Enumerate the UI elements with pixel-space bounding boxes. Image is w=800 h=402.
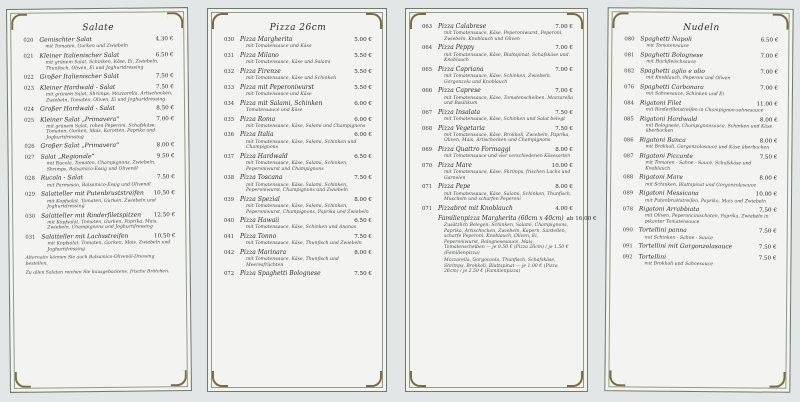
item-price: 8.00 €	[354, 196, 372, 203]
menu-item	[624, 35, 778, 50]
item-number: 032	[224, 68, 235, 75]
item-number: 025	[24, 117, 35, 124]
item-number: 030	[224, 37, 235, 43]
item-price: 8.00 €	[759, 175, 778, 182]
menu-item	[224, 131, 372, 150]
item-description: mit Putenbruststreifen, Paprika, Mais und Zwiebeln	[644, 198, 767, 205]
menu-item	[422, 44, 573, 63]
item-name: Rigatoni Hardwald	[639, 115, 698, 123]
item-price: 7.50 €	[155, 83, 174, 91]
menu-item-line	[224, 100, 372, 108]
item-number: 078	[622, 206, 634, 213]
item-number: 036	[224, 132, 235, 139]
menu-item	[224, 116, 372, 130]
item-description: mit Tomatensauce und vier verschiedenen Käsesorten	[444, 154, 571, 160]
item-name: Kleiner Italienischer Salat	[39, 51, 120, 60]
item-number: 089	[623, 190, 634, 197]
menu-item-line	[422, 162, 573, 170]
item-name: Rigatoni Banca	[639, 136, 686, 144]
item-price: 7.00 €	[555, 66, 573, 73]
menu-item	[224, 217, 372, 231]
menu-panel-nudeln	[604, 7, 793, 393]
menu-item-list	[422, 23, 597, 275]
item-number: 090	[622, 227, 633, 234]
item-number: 028	[24, 175, 35, 183]
item-name: Pizza Marinara	[240, 248, 287, 256]
menu-item	[224, 249, 372, 268]
item-price: 6.50 €	[760, 37, 779, 44]
item-price: 8.00 €	[156, 142, 175, 149]
menu-item	[25, 173, 175, 188]
item-description: mit Tomatensauce, Käse, Schinken und Salat belegt	[444, 117, 566, 123]
item-description: mit Tomatensauce, Käse, Schinken, Zwiebeln, Gorgonzola und Knoblauch	[444, 74, 552, 85]
item-name: Rigatoni Messicana	[639, 189, 699, 198]
item-name: Pizza Calabrese	[438, 23, 487, 30]
item-price: 7.00 €	[760, 69, 779, 76]
item-name: Großer Salat „Primavera“	[40, 142, 120, 151]
item-name: Pizza Roma	[240, 115, 276, 123]
panel-footnote: Zu allen Salaten reichen Sie hausgebackene, frische Brötchen.	[25, 268, 170, 276]
menu-item	[23, 35, 173, 50]
menu-item	[224, 196, 372, 215]
item-number: 040	[224, 218, 235, 225]
item-number: 081	[624, 52, 635, 59]
item-number: 031	[25, 234, 36, 241]
item-number: 063	[422, 24, 433, 30]
item-description: mit Oliven, Peperoncinischoten, Paprika, Zwiebeln in pikanter Tomatensauce	[644, 213, 769, 225]
item-price: 5.50 €	[354, 68, 372, 75]
item-name: Spaghetti Napoli	[640, 35, 692, 43]
item-number: 076	[623, 84, 635, 91]
item-price: 6.50 €	[155, 52, 174, 59]
item-price: 7.50 €	[155, 73, 174, 80]
item-description: mit grünem Salat, Shrimps, Mozzarella, Artischocken, Zwiebeln, Tomaten, Oliven, Ei und Joghurtdressing	[45, 91, 173, 104]
menu-item	[24, 83, 174, 104]
panel-title: Pizza 26cm	[269, 23, 327, 33]
menu-item-line	[224, 84, 372, 92]
item-name: Rigatoni Piccante	[639, 152, 694, 160]
item-description: mit Rucola, Tomaten, Champignons, Zwiebeln, Shrimps, Balsamico-Essig und Olivenöl	[46, 160, 156, 173]
item-name: Pizza Spaghetti Bolognese	[240, 270, 321, 278]
item-description: Mozzarella, Gorgonzola, Thunfisch, Schafskäse, Shrimps, Brokkoli, Blattspinat — je 1.00 € (Pizza 26cm) / je 2.50 € (Familienpizza)	[444, 258, 558, 275]
item-price: 8.00 €	[555, 184, 573, 191]
ornament-corner	[15, 372, 31, 388]
item-description: mit Tomatensauce, Käse und Salami	[246, 60, 331, 66]
menu-item	[25, 152, 175, 173]
menu-item-line	[224, 131, 372, 139]
item-description: mit Kopfsalat, Tomaten, Gurken, Paprika, Mais, Zwiebeln, Champignons und Joghurtdressing	[47, 219, 158, 232]
item-name: Pizza Mare	[438, 161, 472, 169]
item-description: mit Tomatensauce, Käse, Schinken und Ananas	[246, 225, 357, 231]
menu-item-line	[422, 66, 573, 74]
item-number: 082	[624, 68, 635, 75]
item-number: 023	[23, 85, 34, 92]
menu-item-line	[422, 44, 573, 52]
item-name: Salatteller mit Putenbruststreifen	[40, 189, 144, 198]
item-price: 6.00 €	[354, 100, 372, 107]
item-number: 084	[623, 99, 634, 107]
item-price: 6.50 €	[354, 153, 372, 160]
item-name: Pizza mit Salami, Schinken	[240, 99, 323, 107]
item-description: mit Schinken - Sahne - Sauce	[644, 235, 713, 241]
item-price: 10.50 €	[153, 233, 176, 240]
item-price: 7.00 €	[555, 24, 573, 30]
item-number: 069	[422, 146, 433, 153]
menu-item	[224, 84, 372, 98]
menu-item	[624, 51, 778, 66]
item-number: 071	[422, 184, 433, 191]
item-name: Kleiner Salat „Primavera“	[40, 115, 120, 124]
item-description: mit Sahnesauce, Schinken und Ei	[645, 91, 725, 98]
menu-item-line	[422, 125, 573, 133]
menu-item	[224, 52, 372, 66]
item-description: mit Kopfsalat, Tomaten, Gurken, Zwiebeln und Joghurtdressing	[46, 197, 156, 210]
menu-item	[24, 115, 174, 141]
menu-panel-pizza-continued	[405, 8, 597, 392]
item-description: mit Brokkoli und Sahnesauce	[644, 261, 713, 268]
item-number: 080	[624, 36, 635, 43]
ornament-corner	[212, 371, 228, 387]
ornament-corner	[171, 370, 187, 386]
menu-item-line	[224, 116, 372, 124]
item-description: mit Tomatensauce, Käse, Shrimps, frischen Lachs und Garnelen	[444, 170, 571, 181]
item-number: 065	[422, 66, 433, 73]
item-price: 7.00 €	[555, 88, 573, 95]
item-name: Spaghetti Bolognese	[640, 51, 704, 59]
item-description: mit Tomatensauce, Käse, Salami, Schinken, Thunfisch, Muscheln und scharfen Peperoni	[444, 191, 572, 203]
item-description: Zusätzlich Belegen: Schinken, Salami, Champignons, Paprika, Artischocken, Zwiebeln, Kapern, Sardellen, scharfe Peperoni, Knoblauch, Oliven, Ei, Peperoniwurst, Bolognesesauce, Mais, Tomatenscheiben — je 0.50 € (Pizza 26cm) / je 1.50 € (Familienpizza)	[444, 223, 569, 256]
item-number: 070	[422, 162, 433, 169]
item-name: Pizza Firenze	[240, 67, 281, 75]
ornament-corner	[410, 371, 426, 387]
menu-item	[422, 66, 573, 85]
item-number: 034	[224, 100, 235, 107]
ornament-corner	[609, 370, 625, 386]
item-name: Pizza Margherita	[240, 36, 293, 43]
item-description: mit grünem Salat, rohen Peperoni, Schafskäse, Tomaten, Gurken, Mais, Karotten, Paprika und Joghurtdressing	[46, 123, 157, 141]
menu-item-line	[224, 153, 372, 161]
item-number: 091	[622, 243, 633, 250]
item-name: Pizza Quattro Formaggi	[438, 145, 511, 153]
menu-item	[224, 174, 372, 193]
item-name: Tortellini panna	[638, 226, 687, 235]
menu-item-line	[24, 104, 174, 114]
item-name: Pizza Toscana	[240, 174, 283, 182]
item-name: Rigatoni Arrabbiata	[638, 205, 700, 214]
item-name: Familienpizza Margherita (60cm x 40cm)	[438, 215, 564, 223]
item-price: ab 16.00 €	[566, 216, 597, 223]
menu-item	[622, 253, 776, 268]
menu-item	[623, 243, 777, 253]
item-name: Pizza mit Peperoniwurst	[240, 83, 315, 91]
item-description: Tomatensauce und Käse	[246, 108, 303, 114]
menu-item-line	[422, 205, 573, 213]
item-name: Pizzabrot mit Knoblauch	[438, 204, 513, 212]
menu-item	[25, 189, 175, 210]
menu-item	[24, 73, 174, 83]
menu-item	[422, 109, 573, 123]
menu-item	[24, 142, 174, 152]
item-name: Salatteller mit Lachsstreifen	[41, 232, 129, 241]
item-name: Salatteller mit Rinderfiletspitzen	[41, 211, 142, 220]
item-price: 7.50 €	[758, 244, 777, 252]
item-price: 5.50 €	[354, 84, 372, 91]
ornament-corner	[769, 372, 785, 388]
item-description: mit Tomatensauce, Käse, Peperoniwurst, Peperoni, Zwiebeln, Knoblauch und Oliven	[444, 31, 563, 42]
menu-item	[422, 162, 573, 181]
item-number: 071	[422, 205, 433, 212]
item-description: mit Tomatensauce, Käse, Blattspinat, Schafskäse und Knoblauch	[444, 52, 569, 64]
menu-item	[422, 146, 573, 160]
item-description: mit Tomatensauce, Käse, Thunfisch und Meeresfrüchten	[246, 257, 339, 268]
item-price: 8.00 €	[759, 117, 778, 124]
item-description: mit grünem Salat, Schinken, Käse, Ei, Zwiebeln, Thunfisch, Oliven, Ei und Joghurtdressing	[45, 59, 159, 72]
menu-item	[25, 211, 175, 232]
item-number: 064	[422, 45, 433, 52]
item-name: Pizza Tonno	[240, 232, 277, 240]
item-price: 7.50 €	[156, 174, 175, 181]
menu-item-list	[224, 36, 372, 279]
menu-item-line	[224, 270, 372, 278]
item-description: mit Schinken, Blattspinat und Gorgonzolasauce	[645, 182, 757, 189]
item-name: Großer Hardwald - Salat	[40, 104, 116, 113]
item-description: mit Parmesan, Balsamico-Essig und Olivenöl	[46, 182, 151, 189]
item-number: 092	[622, 254, 633, 261]
menu-item	[24, 104, 174, 114]
item-name: Gemischter Salat	[39, 36, 92, 44]
item-price: 8.00 €	[759, 138, 778, 145]
item-name: Rigatoni Filet	[639, 99, 682, 107]
menu-item	[422, 205, 573, 213]
item-number: 026	[24, 144, 35, 151]
menu-item	[422, 183, 573, 202]
menu-item	[624, 83, 778, 98]
item-number: 030	[25, 213, 36, 220]
item-description: mit Tomatensauce und Käse	[246, 92, 312, 98]
menu-item	[224, 270, 372, 278]
item-number: 072	[224, 271, 235, 278]
item-price: 7.00 €	[760, 85, 779, 92]
item-name: Pizza Pepe	[438, 183, 471, 191]
menu-item	[623, 189, 777, 204]
item-price: 7.00 €	[555, 45, 573, 52]
item-price: 5.00 €	[354, 37, 372, 43]
item-number: 042	[224, 249, 235, 256]
item-name: Pizza Insalata	[438, 108, 481, 116]
menu-panel-salate	[6, 7, 192, 393]
item-price: 12.50 €	[153, 211, 176, 218]
item-description: mit Tomatensauce, Käse, Salami, Schinken, Peperoniwurst, Champignons und Zwiebeln	[246, 182, 348, 194]
item-description: mit Tomatensauce, Käse, Salami, Schinken und Champignons	[246, 139, 357, 151]
menu-item	[422, 215, 597, 256]
item-name: Pizza Italia	[240, 131, 274, 139]
menu-item-line	[422, 87, 573, 95]
menu-item	[623, 152, 777, 173]
item-name: Pizza Vegetaria	[438, 124, 485, 132]
menu-item	[422, 87, 573, 106]
item-number: 066	[422, 88, 433, 95]
menu-item	[624, 67, 778, 82]
item-number: 024	[24, 106, 35, 113]
ornament-corner	[366, 371, 382, 387]
item-price: 6.00 €	[354, 132, 372, 139]
item-name: Salat „Regionale“	[40, 152, 95, 161]
item-name: Großer Italienischer Salat	[39, 73, 120, 81]
item-price: 7.50 €	[354, 175, 372, 182]
menu-item	[422, 258, 573, 275]
item-description: mit Bolognese, Champignonsauce, Schinken und Käse überbacken	[645, 123, 773, 135]
item-price: 6.50 €	[354, 218, 372, 225]
item-number: 067	[422, 109, 433, 116]
item-price: 7.50 €	[759, 154, 778, 161]
item-price: 7.50 €	[354, 271, 372, 278]
menu-item	[422, 23, 573, 42]
menu-item	[224, 36, 372, 50]
menu-item	[623, 174, 777, 189]
menu-item	[624, 99, 778, 114]
item-name: Rigatoni Mare	[639, 173, 683, 182]
menu-item	[224, 68, 372, 82]
item-price: 7.00 €	[760, 53, 779, 60]
item-name: Pizza Peppy	[438, 44, 475, 52]
item-name: Tortellini mit Gorgonzolasauce	[638, 242, 733, 251]
item-number: 037	[224, 153, 235, 160]
menu-item-line	[224, 174, 372, 182]
item-price: 7.50 €	[758, 228, 777, 236]
menu-item	[224, 153, 372, 172]
item-description: mit Kopfsalat, Tomaten, Gurken, Mais, Zwiebeln und Joghurtdressing	[47, 240, 171, 253]
item-price: 7.50 €	[555, 125, 573, 132]
item-name: Pizza Hawaii	[240, 217, 280, 225]
item-name: Pizza Hardwald	[240, 152, 288, 160]
item-name: Pizza Spezial	[240, 195, 280, 203]
item-number: 029	[24, 191, 36, 198]
item-description: mit Tomaten - Sahne - Sauce, Schafskäse und Knoblauch	[645, 160, 752, 172]
item-price: 10.00 €	[755, 191, 778, 198]
item-price: 6.00 €	[354, 116, 372, 123]
item-name: Rucola - Salat	[40, 174, 84, 182]
item-description: mit Knoblauch, Peperoni und Oliven	[646, 75, 731, 82]
item-price: 9.50 €	[156, 153, 175, 160]
item-price: 7.50 €	[555, 109, 573, 116]
item-number: 035	[224, 116, 235, 123]
menu-panel-pizza	[207, 8, 387, 392]
item-price: 8.00 €	[555, 146, 573, 153]
item-price: 7.00 €	[156, 115, 175, 122]
item-name: Tortellini	[638, 253, 667, 261]
menu-item	[623, 136, 777, 151]
menu-item-line	[224, 196, 372, 204]
item-description: mit Brokkoli, Gorgonzolasauce und Käse überbacken	[645, 144, 770, 151]
menu-item-line	[224, 68, 372, 76]
item-description: mit Tomatensauce, Käse, Brokkoli, Zwiebeln, Paprika, Oliven, Mais, Artischocken und Champignons	[444, 132, 570, 144]
item-description: mit Tomatensauce, Käse, Salami und Champignons	[246, 123, 366, 129]
item-number: 033	[224, 84, 235, 91]
item-number: 038	[224, 175, 235, 182]
menu-item	[623, 227, 777, 242]
menu-item-line	[422, 109, 573, 117]
item-number: 020	[23, 37, 34, 44]
item-name: Pizza Capriana	[438, 65, 484, 73]
menu-item	[23, 51, 173, 72]
panel-title: Salate	[82, 22, 115, 34]
item-price: 8.00 €	[354, 249, 372, 256]
menu-item-line	[24, 142, 174, 152]
item-price: 5.50 €	[354, 52, 372, 59]
item-number: 087	[623, 153, 634, 160]
item-description: mit Tomaten, Gurken und Zwiebeln	[45, 44, 129, 50]
item-price: 4.30 €	[155, 36, 174, 43]
item-number: 021	[23, 53, 34, 60]
item-number: 041	[224, 233, 235, 240]
item-number: 085	[623, 115, 634, 122]
menu-item	[422, 125, 573, 144]
item-price: 7.50 €	[758, 255, 777, 262]
item-description: mit Tomatensauce, Käse, Salami, Schinken, Peperoniwurst und Champignons	[246, 161, 348, 172]
item-number: 086	[623, 137, 634, 144]
item-description: mit Tomatensauce, Käse, Salami, Schinken, Peperoniwurst, Champignons, Paprika und Zwiebeln	[246, 204, 369, 215]
menu-item-line	[24, 73, 174, 83]
menu-item	[624, 115, 778, 136]
panel-title: Nudeln	[683, 22, 720, 34]
item-name: Kleiner Hardwald - Salat	[39, 83, 116, 92]
item-number: 022	[23, 74, 34, 82]
item-description: mit Tomatensauce	[646, 43, 689, 50]
menu-item	[224, 100, 372, 114]
item-description: mit Rinderfiletstreifen in Champignon-sahnesauce	[645, 107, 764, 114]
item-number: 031	[224, 52, 235, 59]
item-price: 11.00 €	[756, 101, 778, 108]
item-description: mit Tomatensauce, Käse, Thunfisch und Zwiebeln	[246, 241, 362, 247]
item-name: Spaghetti aglio e olio	[640, 67, 705, 75]
item-description: mit Tomatensauce, Käse, Tomatenscheiben, Mozzarella und Basilikum	[444, 95, 574, 107]
menu-item	[623, 205, 777, 226]
menu-item-list	[622, 35, 778, 268]
item-name: Pizza Caprese	[438, 87, 481, 95]
item-price: 4.00 €	[555, 205, 573, 212]
item-number: 027	[24, 154, 35, 161]
item-price: 7.50 €	[354, 233, 372, 240]
ornament-corner	[567, 371, 583, 387]
menu-item-line	[422, 183, 573, 191]
panel-footnote: Alternativ können Sie auch Balsamico-Olivenöl-Dressing bestellen.	[25, 254, 155, 267]
item-description: mit Hackfleischsauce	[646, 59, 696, 66]
item-price: 10.00 €	[551, 162, 573, 169]
menu-item	[25, 232, 175, 253]
item-description: mit Tomatensauce, Käse und Schinken	[246, 76, 337, 82]
item-price: 7.50 €	[759, 207, 777, 214]
item-price: 8.50 €	[156, 105, 175, 112]
item-description: mit Tomatensauce und Käse	[246, 44, 312, 50]
item-number: 088	[623, 174, 634, 181]
item-price: 10.50 €	[153, 190, 175, 197]
item-number: 039	[224, 196, 235, 203]
menu-item	[224, 233, 372, 247]
item-name: Spaghetti Carbonara	[639, 83, 704, 91]
item-number: 068	[422, 125, 433, 132]
item-name: Pizza Milano	[240, 51, 279, 59]
menu-item-list	[23, 35, 175, 276]
menu-item-line	[623, 243, 777, 253]
